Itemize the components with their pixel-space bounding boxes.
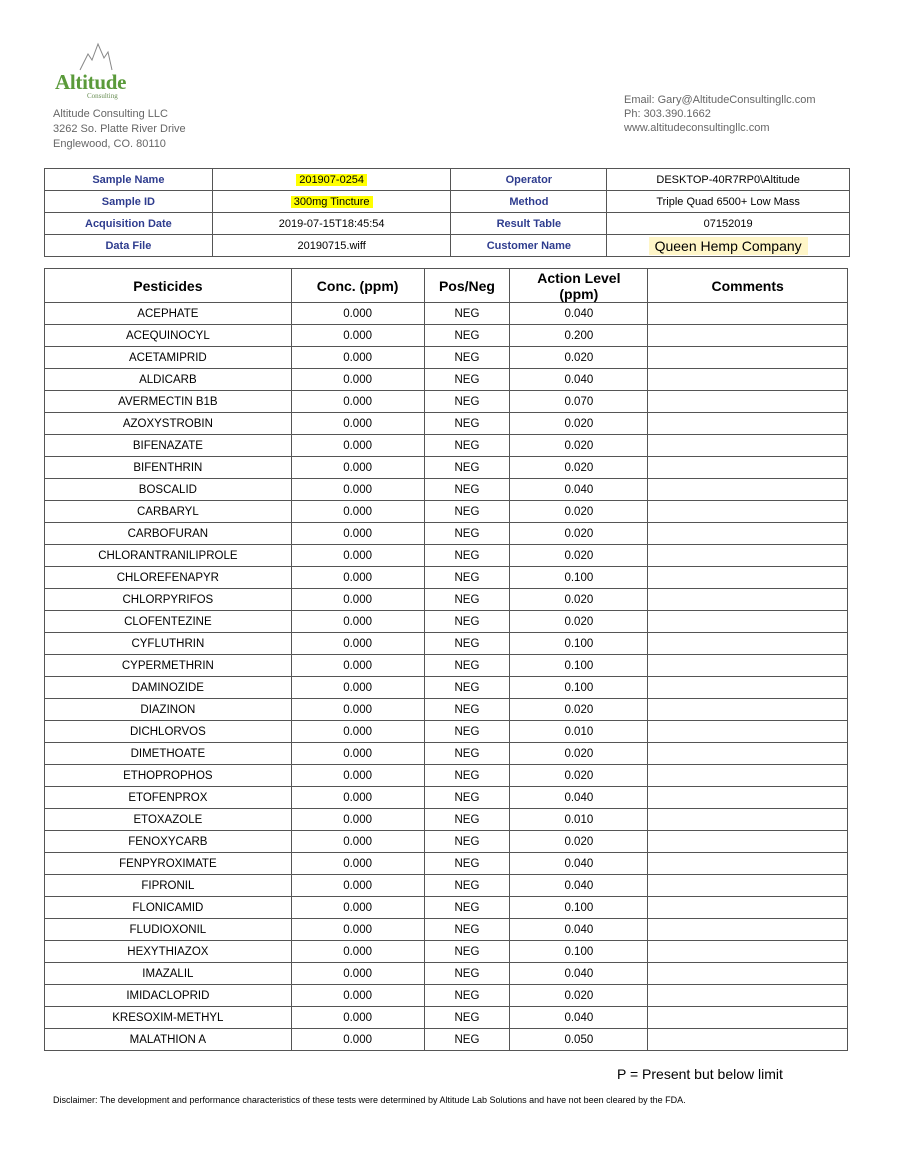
company-address [53,107,186,152]
table-row [45,589,848,611]
table-row [45,325,848,347]
pesticide-name: IMAZALIL [45,963,292,985]
posneg-value: NEG [424,611,510,633]
pesticide-name: ACETAMIPRID [45,347,292,369]
posneg-value: NEG [424,303,510,325]
pesticide-name: ACEQUINOCYL [45,325,292,347]
table-row [45,435,848,457]
pesticide-name: FLUDIOXONIL [45,919,292,941]
comments-value [648,831,848,853]
posneg-value: NEG [424,809,510,831]
table-row [45,347,848,369]
table-row [45,413,848,435]
conc-value: 0.000 [291,369,424,391]
sample-id-value: 300mg Tincture [291,196,373,208]
acquisition-date-value: 2019-07-15T18:45:54 [212,213,451,235]
posneg-value: NEG [424,985,510,1007]
customer-name-label: Customer Name [451,235,607,257]
comments-value [648,567,848,589]
conc-value: 0.000 [291,589,424,611]
comments-value [648,699,848,721]
pesticide-name: ALDICARB [45,369,292,391]
table-row [45,985,848,1007]
posneg-value: NEG [424,897,510,919]
conc-value: 0.000 [291,919,424,941]
comments-value [648,369,848,391]
conc-value: 0.000 [291,325,424,347]
action-level-value: 0.100 [510,633,648,655]
operator-label: Operator [451,169,607,191]
comments-value [648,1029,848,1051]
action-level-value: 0.040 [510,369,648,391]
posneg-value: NEG [424,831,510,853]
pesticide-name: HEXYTHIAZOX [45,941,292,963]
pesticide-name: ETHOPROPHOS [45,765,292,787]
pesticide-name: ETOFENPROX [45,787,292,809]
conc-value: 0.000 [291,633,424,655]
comments-value [648,875,848,897]
pesticide-name: BIFENAZATE [45,435,292,457]
posneg-value: NEG [424,435,510,457]
sample-id-cell [212,191,451,213]
action-level-value: 0.200 [510,325,648,347]
table-row [45,721,848,743]
comments-value [648,809,848,831]
comments-value [648,677,848,699]
conc-value: 0.000 [291,721,424,743]
posneg-value: NEG [424,853,510,875]
comments-value [648,765,848,787]
action-level-value: 0.020 [510,413,648,435]
posneg-value: NEG [424,501,510,523]
disclaimer: Disclaimer: The development and performance characteristics of these tests were determined by Altitude Lab Solutions and have not been cleared by the FDA. [53,1095,686,1105]
posneg-value: NEG [424,369,510,391]
action-level-value: 0.100 [510,897,648,919]
conc-value: 0.000 [291,611,424,633]
action-level-value: 0.100 [510,677,648,699]
posneg-value: NEG [424,787,510,809]
conc-value: 0.000 [291,809,424,831]
action-level-value: 0.010 [510,721,648,743]
table-row [45,963,848,985]
pesticide-name: DIMETHOATE [45,743,292,765]
table-row [45,765,848,787]
comments-value [648,457,848,479]
posneg-value: NEG [424,919,510,941]
col-header-action-level: Action Level (ppm) [510,269,648,303]
table-row [45,743,848,765]
action-level-value: 0.050 [510,1029,648,1051]
action-level-value: 0.100 [510,655,648,677]
company-street: 3262 So. Platte River Drive [53,123,186,135]
table-row [45,611,848,633]
posneg-value: NEG [424,1029,510,1051]
comments-value [648,611,848,633]
comments-value [648,897,848,919]
method-label: Method [451,191,607,213]
conc-value: 0.000 [291,413,424,435]
posneg-value: NEG [424,677,510,699]
conc-value: 0.000 [291,567,424,589]
table-row [45,853,848,875]
conc-value: 0.000 [291,1007,424,1029]
pesticide-name: CYFLUTHRIN [45,633,292,655]
posneg-value: NEG [424,941,510,963]
posneg-value: NEG [424,545,510,567]
pesticide-name: CARBOFURAN [45,523,292,545]
comments-value [648,413,848,435]
conc-value: 0.000 [291,457,424,479]
company-logo [50,42,140,104]
posneg-value: NEG [424,963,510,985]
pesticide-name: BOSCALID [45,479,292,501]
action-level-value: 0.020 [510,347,648,369]
conc-value: 0.000 [291,765,424,787]
table-row [45,919,848,941]
pesticide-results-table [44,268,848,1051]
conc-value: 0.000 [291,545,424,567]
acquisition-date-label: Acquisition Date [45,213,213,235]
action-level-value: 0.040 [510,787,648,809]
result-table-label: Result Table [451,213,607,235]
table-row [45,523,848,545]
conc-value: 0.000 [291,941,424,963]
pesticide-name: AZOXYSTROBIN [45,413,292,435]
conc-value: 0.000 [291,391,424,413]
table-row [45,655,848,677]
contact-email: Email: Gary@AltitudeConsultingllc.com [624,94,816,106]
posneg-value: NEG [424,743,510,765]
posneg-value: NEG [424,589,510,611]
posneg-value: NEG [424,479,510,501]
company-name: Altitude Consulting LLC [53,108,168,120]
table-row [45,897,848,919]
action-level-value: 0.020 [510,501,648,523]
comments-value [648,853,848,875]
comments-value [648,985,848,1007]
logo-wordmark: Altitude [55,70,127,94]
posneg-value: NEG [424,633,510,655]
table-row [45,457,848,479]
sample-name-value: 201907-0254 [296,174,367,186]
conc-value: 0.000 [291,963,424,985]
table-row [45,567,848,589]
action-level-value: 0.020 [510,699,648,721]
comments-value [648,787,848,809]
comments-value [648,501,848,523]
conc-value: 0.000 [291,347,424,369]
action-level-value: 0.020 [510,435,648,457]
action-level-value: 0.020 [510,985,648,1007]
conc-value: 0.000 [291,655,424,677]
pesticide-name: IMIDACLOPRID [45,985,292,1007]
pesticide-name: FENOXYCARB [45,831,292,853]
comments-value [648,1007,848,1029]
action-level-value: 0.040 [510,853,648,875]
col-header-comments: Comments [648,269,848,303]
posneg-value: NEG [424,1007,510,1029]
action-level-value: 0.020 [510,589,648,611]
conc-value: 0.000 [291,897,424,919]
pesticide-name: ETOXAZOLE [45,809,292,831]
customer-name-value: Queen Hemp Company [649,237,808,255]
comments-value [648,963,848,985]
conc-value: 0.000 [291,699,424,721]
action-level-value: 0.020 [510,545,648,567]
comments-value [648,721,848,743]
posneg-value: NEG [424,655,510,677]
comments-value [648,633,848,655]
action-level-value: 0.100 [510,941,648,963]
customer-name-cell [607,235,850,257]
comments-value [648,589,848,611]
action-level-value: 0.040 [510,875,648,897]
comments-value [648,303,848,325]
posneg-value: NEG [424,875,510,897]
sample-info-table [44,168,850,257]
action-level-value: 0.070 [510,391,648,413]
table-row [45,501,848,523]
comments-value [648,545,848,567]
pesticide-name: CHLORANTRANILIPROLE [45,545,292,567]
posneg-value: NEG [424,325,510,347]
pesticide-name: BIFENTHRIN [45,457,292,479]
pesticide-name: DAMINOZIDE [45,677,292,699]
posneg-value: NEG [424,391,510,413]
conc-value: 0.000 [291,1029,424,1051]
data-file-value: 20190715.wiff [212,235,451,257]
conc-value: 0.000 [291,875,424,897]
conc-value: 0.000 [291,677,424,699]
mountain-icon [78,42,114,72]
table-row [45,391,848,413]
table-row [45,831,848,853]
action-level-value: 0.040 [510,919,648,941]
conc-value: 0.000 [291,479,424,501]
table-row [45,1029,848,1051]
sample-id-label: Sample ID [45,191,213,213]
pesticide-name: FLONICAMID [45,897,292,919]
posneg-value: NEG [424,347,510,369]
comments-value [648,479,848,501]
posneg-value: NEG [424,523,510,545]
action-level-value: 0.020 [510,831,648,853]
conc-value: 0.000 [291,501,424,523]
contact-web: www.altitudeconsultingllc.com [624,122,770,134]
results-header-row [45,269,848,303]
posneg-value: NEG [424,721,510,743]
table-row [45,303,848,325]
data-file-label: Data File [45,235,213,257]
table-row [45,479,848,501]
posneg-value: NEG [424,413,510,435]
comments-value [648,919,848,941]
pesticide-name: KRESOXIM-METHYL [45,1007,292,1029]
comments-value [648,655,848,677]
action-level-value: 0.010 [510,809,648,831]
conc-value: 0.000 [291,787,424,809]
conc-value: 0.000 [291,985,424,1007]
col-header-conc: Conc. (ppm) [291,269,424,303]
legend-note: P = Present but below limit [617,1066,783,1082]
sample-name-cell [212,169,451,191]
col-header-posneg: Pos/Neg [424,269,510,303]
table-row [45,875,848,897]
pesticide-name: FENPYROXIMATE [45,853,292,875]
action-level-value: 0.020 [510,457,648,479]
result-table-value: 07152019 [607,213,850,235]
pesticide-name: CLOFENTEZINE [45,611,292,633]
conc-value: 0.000 [291,831,424,853]
table-row [45,545,848,567]
action-level-value: 0.020 [510,765,648,787]
action-level-value: 0.020 [510,743,648,765]
pesticide-name: AVERMECTIN B1B [45,391,292,413]
comments-value [648,523,848,545]
table-row [45,677,848,699]
posneg-value: NEG [424,765,510,787]
action-level-value: 0.020 [510,611,648,633]
comments-value [648,941,848,963]
table-row [45,699,848,721]
action-level-value: 0.040 [510,479,648,501]
pesticide-name: FIPRONIL [45,875,292,897]
comments-value [648,743,848,765]
conc-value: 0.000 [291,743,424,765]
operator-value: DESKTOP-40R7RP0\Altitude [607,169,850,191]
action-level-value: 0.040 [510,963,648,985]
table-row [45,369,848,391]
conc-value: 0.000 [291,435,424,457]
table-row [45,633,848,655]
comments-value [648,325,848,347]
method-value: Triple Quad 6500+ Low Mass [607,191,850,213]
table-row [45,1007,848,1029]
posneg-value: NEG [424,699,510,721]
action-level-value: 0.040 [510,1007,648,1029]
col-header-pesticides: Pesticides [45,269,292,303]
pesticide-name: CARBARYL [45,501,292,523]
comments-value [648,435,848,457]
posneg-value: NEG [424,567,510,589]
pesticide-name: DICHLORVOS [45,721,292,743]
comments-value [648,391,848,413]
contact-phone: Ph: 303.390.1662 [624,108,711,120]
conc-value: 0.000 [291,853,424,875]
pesticide-name: CYPERMETHRIN [45,655,292,677]
action-level-value: 0.100 [510,567,648,589]
pesticide-name: CHLORPYRIFOS [45,589,292,611]
logo-tagline: Consulting [87,92,118,100]
pesticide-name: CHLOREFENAPYR [45,567,292,589]
posneg-value: NEG [424,457,510,479]
pesticide-name: DIAZINON [45,699,292,721]
pesticide-name: MALATHION A [45,1029,292,1051]
table-row [45,787,848,809]
results-body [45,303,848,1051]
conc-value: 0.000 [291,523,424,545]
table-row [45,809,848,831]
sample-name-label: Sample Name [45,169,213,191]
pesticide-name: ACEPHATE [45,303,292,325]
contact-block [624,93,816,135]
table-row [45,941,848,963]
company-city: Englewood, CO. 80110 [53,138,166,150]
action-level-value: 0.020 [510,523,648,545]
action-level-value: 0.040 [510,303,648,325]
conc-value: 0.000 [291,303,424,325]
comments-value [648,347,848,369]
